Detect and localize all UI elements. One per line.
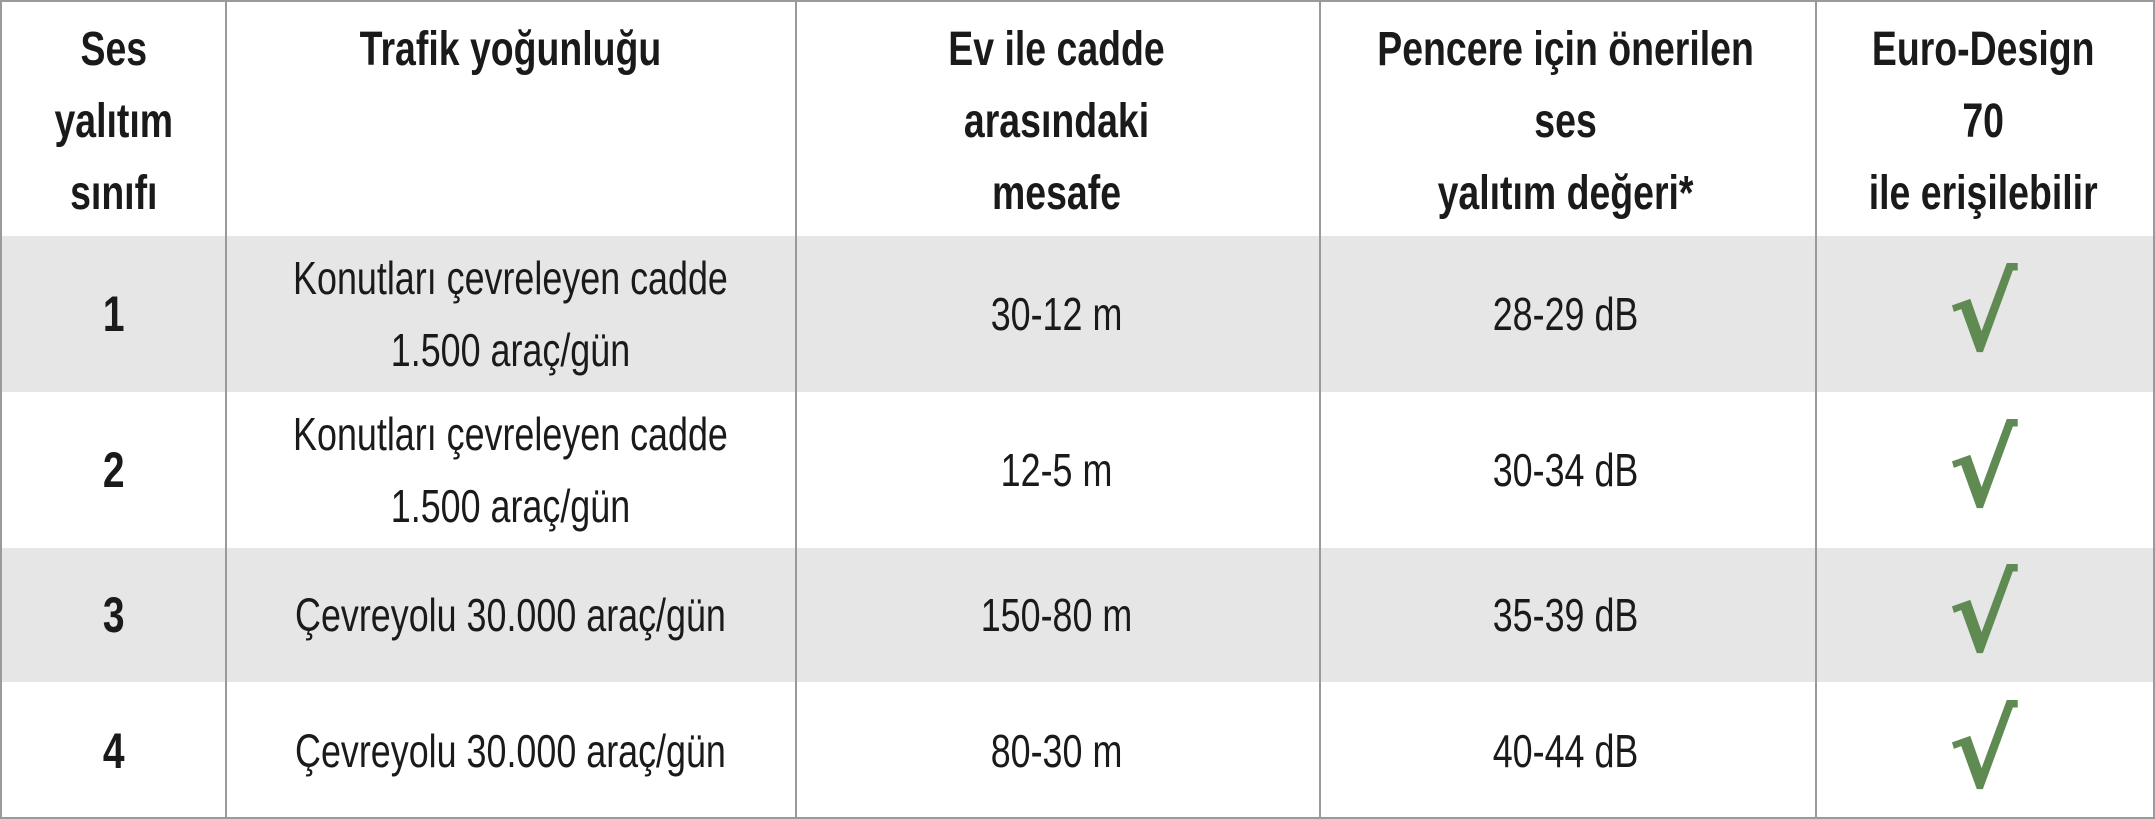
traffic-line: Konutları çevreleyen cadde [292, 408, 728, 460]
header-sound-class [27, 2, 201, 236]
column-divider [225, 2, 227, 817]
checkmark-icon: √ [1948, 689, 2018, 812]
column-divider [1815, 2, 1817, 817]
traffic-line: Konutları çevreleyen cadde [292, 252, 728, 304]
header-recommended-insulation-line: Pencere için önerilen ses [1376, 23, 1754, 148]
sound-class-cell: 3 [102, 587, 125, 643]
header-distance-line: Ev ile cadde arasındaki [947, 23, 1165, 148]
header-achievable-line: Euro-Design 70 [1871, 23, 2095, 148]
column-divider [1319, 2, 1321, 817]
header-achievable [1850, 2, 2115, 236]
traffic-cell [288, 236, 732, 392]
distance-cell: 80-30 m [990, 724, 1122, 777]
insulation-cell: 30-34 dB [1492, 444, 1638, 496]
header-sound-class-line: Ses [80, 23, 148, 76]
header-recommended-insulation-line: yalıtım değeri* [1437, 167, 1694, 220]
traffic-line: Çevreyolu 30.000 araç/gün [294, 589, 726, 641]
checkmark-icon: √ [1948, 409, 2018, 531]
traffic-cell [288, 392, 732, 548]
table-header-row [2, 2, 2153, 236]
column-divider [795, 2, 797, 817]
header-achievable-line: ile erişilebilir [1868, 167, 2098, 220]
checkmark-icon: √ [1948, 253, 2018, 375]
distance-cell: 150-80 m [980, 589, 1132, 641]
header-sound-class-line: yalıtım [54, 95, 174, 148]
table-row [2, 236, 2153, 392]
header-traffic-density [288, 2, 732, 236]
distance-cell: 12-5 m [1000, 444, 1112, 496]
traffic-cell [288, 682, 732, 819]
insulation-cell: 28-29 dB [1492, 288, 1638, 340]
table-row [2, 548, 2153, 682]
distance-cell: 30-12 m [990, 288, 1122, 340]
header-recommended-insulation [1372, 2, 1758, 236]
header-distance-line: mesafe [991, 167, 1121, 220]
sound-class-cell: 2 [102, 442, 125, 498]
insulation-cell: 35-39 dB [1492, 589, 1638, 641]
table-row [2, 392, 2153, 548]
insulation-cell: 40-44 dB [1492, 724, 1638, 777]
traffic-cell [288, 548, 732, 682]
sound-class-cell: 1 [102, 286, 125, 342]
sound-class-cell: 4 [102, 722, 125, 779]
traffic-line: 1.500 araç/gün [390, 324, 630, 376]
header-sound-class-line: sınıfı [70, 167, 158, 220]
header-distance [852, 2, 1260, 236]
table-row [2, 682, 2153, 819]
checkmark-icon: √ [1948, 554, 2018, 676]
traffic-line: 1.500 araç/gün [390, 480, 630, 532]
traffic-line: Çevreyolu 30.000 araç/gün [294, 724, 726, 777]
header-traffic-density-line: Trafik yoğunluğu [359, 23, 661, 76]
